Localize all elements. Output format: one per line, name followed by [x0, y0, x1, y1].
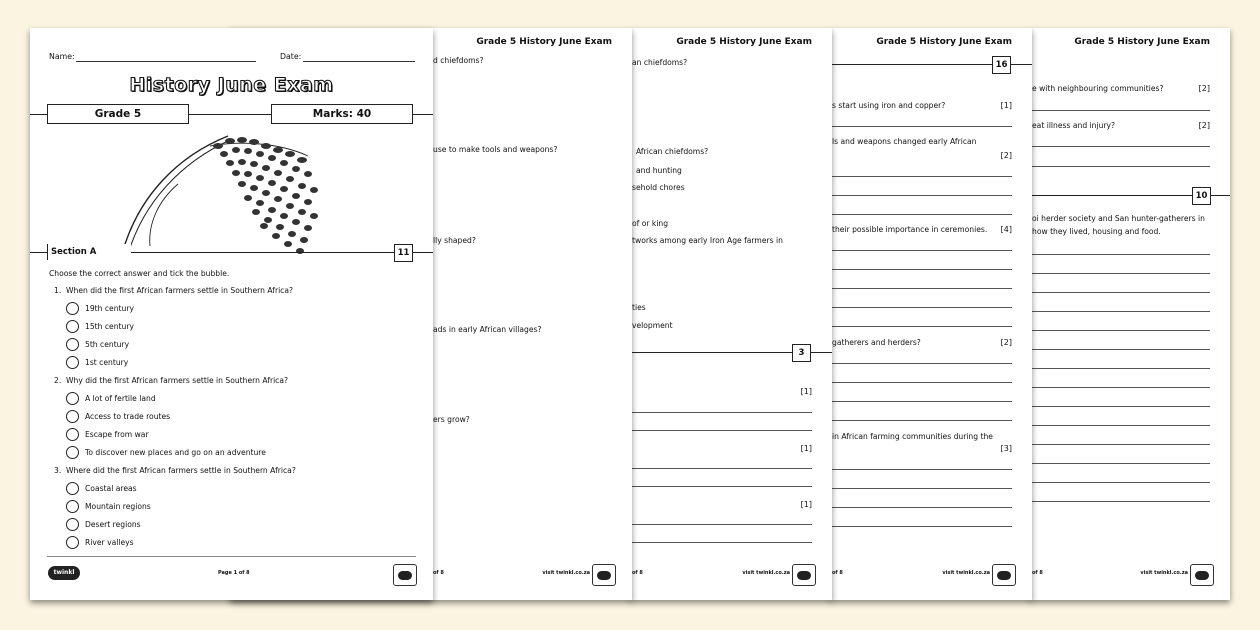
answer-option: Escape from war — [85, 430, 149, 439]
section-label: Section A — [47, 244, 131, 260]
question-text: in African farming communities during the — [832, 432, 993, 441]
question-marks: [2] — [1198, 121, 1210, 130]
answer-option: Mountain regions — [85, 502, 151, 511]
answer-line — [832, 469, 1012, 470]
question-marks: [1] — [800, 444, 812, 453]
page-footer-number: of 8 — [832, 570, 843, 576]
page-footer-url: visit twinkl.co.za — [542, 570, 590, 576]
answer-line — [832, 214, 1012, 215]
question-number: 2. — [54, 376, 62, 385]
footer-divider — [47, 556, 416, 557]
page-header-title: Grade 5 History June Exam — [876, 37, 1012, 47]
answer-line — [832, 401, 1012, 402]
sorghum-illustration — [118, 106, 328, 256]
question-marks: [1] — [1000, 101, 1012, 110]
question-text: lly shaped? — [433, 236, 476, 245]
answer-line — [832, 288, 1012, 289]
page-footer-url: visit twinkl.co.za — [1140, 570, 1188, 576]
answer-option: sehold chores — [632, 183, 685, 192]
question-number: 1. — [54, 286, 62, 295]
answer-option: 5th century — [85, 340, 130, 349]
exam-page-4 — [830, 28, 1032, 600]
answer-bubble[interactable] — [66, 536, 79, 549]
answer-bubble[interactable] — [66, 500, 79, 513]
question-marks: [1] — [800, 387, 812, 396]
answer-line — [832, 488, 1012, 489]
question-text: African chiefdoms? — [636, 147, 709, 156]
twinkl-logo: twinkl — [48, 566, 80, 580]
answer-option: River valleys — [85, 538, 134, 547]
answer-line — [1032, 368, 1210, 369]
answer-bubble[interactable] — [66, 392, 79, 405]
answer-line — [832, 507, 1012, 508]
answer-line — [1032, 292, 1210, 293]
question-text: eat illness and injury? — [1032, 121, 1116, 130]
question-marks: [4] — [1000, 225, 1012, 234]
answer-option: To discover new places and go on an adventure — [85, 448, 266, 457]
page-footer-number: of 8 — [433, 570, 444, 576]
answer-line — [832, 307, 1012, 308]
answer-line — [1032, 254, 1210, 255]
answer-line — [1032, 387, 1210, 388]
answer-option: Access to trade routes — [85, 412, 171, 421]
answer-line — [832, 126, 1012, 127]
question-text: an chiefdoms? — [632, 58, 688, 67]
question-text: how they lived, housing and food. — [1032, 227, 1161, 236]
answer-option: of or king — [632, 219, 669, 228]
section-marks-box: 11 — [394, 244, 413, 262]
answer-line — [832, 526, 1012, 527]
page-footer-url: visit twinkl.co.za — [942, 570, 990, 576]
question-number: 3. — [54, 466, 62, 475]
question-marks: [2] — [1198, 84, 1210, 93]
date-label: Date: — [280, 52, 302, 61]
answer-bubble[interactable] — [66, 482, 79, 495]
answer-line — [832, 176, 1012, 177]
question-text: ers grow? — [433, 415, 470, 424]
answer-bubble[interactable] — [66, 356, 79, 369]
question-text: ls and weapons changed early African — [832, 137, 977, 146]
marks-box: Marks: 40 — [271, 104, 413, 124]
grade-box: Grade 5 — [47, 104, 189, 124]
twinkl-badge-icon — [1190, 564, 1214, 586]
date-field[interactable] — [303, 61, 415, 62]
answer-line — [1032, 311, 1210, 312]
answer-line — [1032, 166, 1210, 167]
answer-option: velopment — [632, 321, 673, 330]
question-text: use to make tools and weapons? — [433, 145, 558, 154]
twinkl-badge-icon — [393, 564, 417, 586]
answer-line — [1032, 330, 1210, 331]
answer-line — [1032, 273, 1210, 274]
page-header-title: Grade 5 History June Exam — [1074, 37, 1210, 47]
question-text: e with neighbouring communities? — [1032, 84, 1164, 93]
section-marks-box: 10 — [1192, 187, 1211, 205]
answer-line — [632, 412, 812, 413]
answer-line — [832, 250, 1012, 251]
answer-option: 15th century — [85, 322, 134, 331]
answer-option: and hunting — [636, 166, 682, 175]
twinkl-badge-icon — [792, 564, 816, 586]
question-text: their possible importance in ceremonies. — [832, 225, 988, 234]
question-text: s start using iron and copper? — [832, 101, 946, 110]
answer-option: Desert regions — [85, 520, 141, 529]
answer-option: Coastal areas — [85, 484, 137, 493]
answer-option: ties — [632, 303, 646, 312]
answer-bubble[interactable] — [66, 428, 79, 441]
answer-bubble[interactable] — [66, 518, 79, 531]
page-header-title: Grade 5 History June Exam — [476, 37, 612, 47]
answer-line — [832, 269, 1012, 270]
answer-bubble[interactable] — [66, 446, 79, 459]
answer-option: 1st century — [85, 358, 129, 367]
answer-line — [1032, 501, 1210, 502]
answer-bubble[interactable] — [66, 320, 79, 333]
question-marks: [2] — [1000, 338, 1012, 347]
page-footer-number: of 8 — [1032, 570, 1043, 576]
twinkl-badge-icon — [992, 564, 1016, 586]
section-marks-box: 16 — [992, 56, 1011, 74]
answer-line — [632, 486, 812, 487]
question-text: ads in early African villages? — [433, 325, 542, 334]
answer-line — [1032, 444, 1210, 445]
answer-bubble[interactable] — [66, 302, 79, 315]
answer-line — [832, 382, 1012, 383]
section-marks-box: 3 — [792, 344, 811, 362]
twinkl-badge-icon — [592, 564, 616, 586]
answer-line — [632, 524, 812, 525]
answer-line — [632, 430, 812, 431]
page-header-title: Grade 5 History June Exam — [676, 37, 812, 47]
question-text: d chiefdoms? — [433, 56, 484, 65]
page-footer-url: visit twinkl.co.za — [742, 570, 790, 576]
question-marks: [3] — [1000, 444, 1012, 453]
name-field[interactable] — [76, 61, 256, 62]
page-footer-number: Page 1 of 8 — [218, 570, 250, 576]
answer-option: 19th century — [85, 304, 134, 313]
question-text: When did the first African farmers settle in Southern Africa? — [66, 286, 294, 295]
exam-page-3 — [630, 28, 832, 600]
question-text: gatherers and herders? — [832, 338, 921, 347]
question-text: Where did the first African farmers settle in Southern Africa? — [66, 466, 296, 475]
answer-bubble[interactable] — [66, 410, 79, 423]
answer-option: A lot of fertile land — [85, 394, 156, 403]
answer-line — [1032, 425, 1210, 426]
answer-bubble[interactable] — [66, 338, 79, 351]
answer-line — [832, 420, 1012, 421]
answer-line — [632, 542, 812, 543]
answer-line — [832, 363, 1012, 364]
question-marks: [2] — [1000, 151, 1012, 160]
exam-page-5 — [1030, 28, 1230, 600]
exam-page-1 — [30, 28, 433, 600]
answer-line — [1032, 463, 1210, 464]
question-text: tworks among early Iron Age farmers in — [632, 236, 783, 245]
answer-line — [832, 195, 1012, 196]
answer-line — [1032, 482, 1210, 483]
instructions: Choose the correct answer and tick the bubble. — [49, 269, 230, 278]
question-text: oi herder society and San hunter-gatherers in — [1032, 214, 1205, 223]
answer-line — [632, 468, 812, 469]
answer-line — [1032, 110, 1210, 111]
question-text: Why did the first African farmers settle in Southern Africa? — [66, 376, 289, 385]
page-footer-number: of 8 — [632, 570, 643, 576]
answer-line — [1032, 349, 1210, 350]
answer-line — [832, 326, 1012, 327]
page-title: History June Exam — [129, 74, 334, 96]
answer-line — [1032, 406, 1210, 407]
question-marks: [1] — [800, 500, 812, 509]
name-label: Name: — [49, 52, 75, 61]
answer-line — [1032, 146, 1210, 147]
